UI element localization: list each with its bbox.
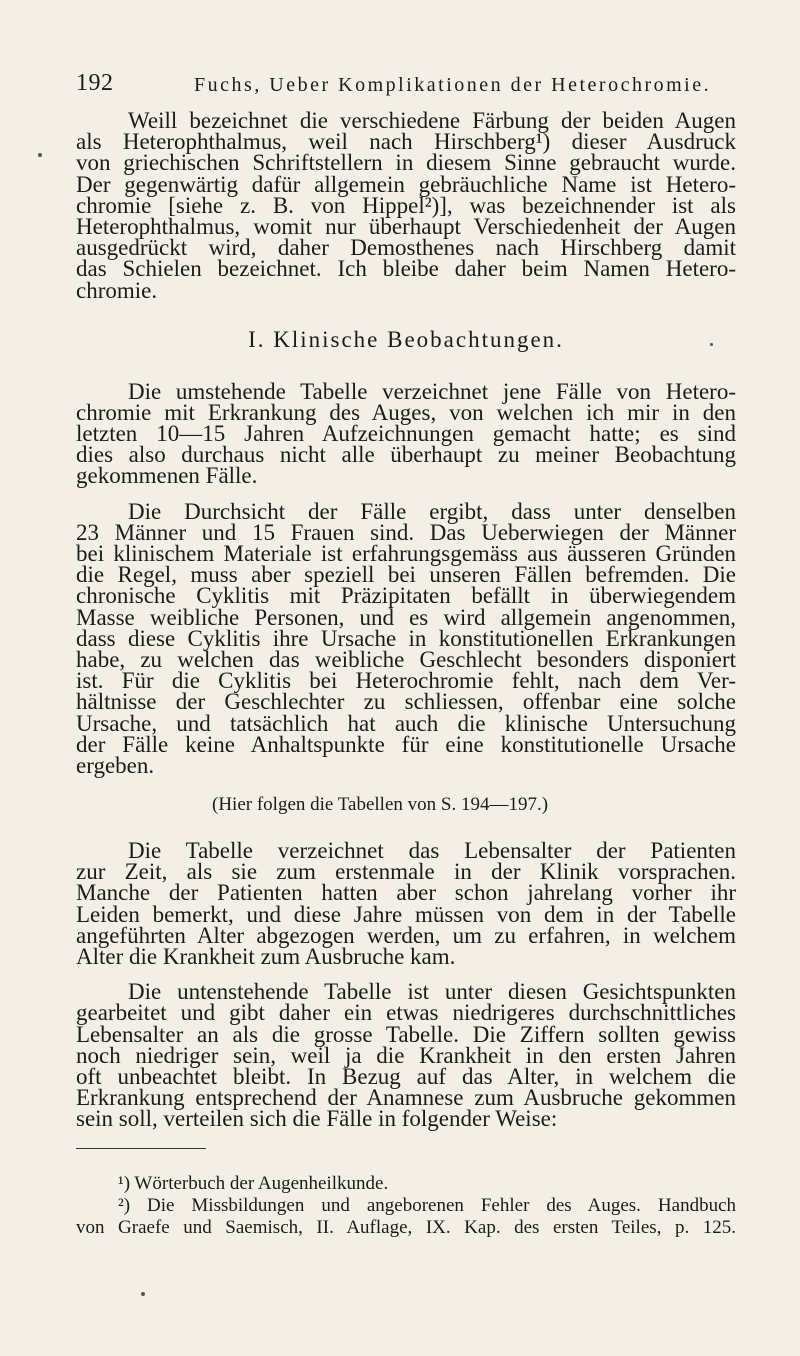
text-line: ergeben. xyxy=(76,752,155,778)
text-line: dies also durchaus nicht alle überhaupt zu meiner Beobachtung xyxy=(76,442,736,468)
text-line: dass diese Cyklitis ihre Ursache in konstitutionellen Erkrankungen xyxy=(76,625,736,651)
text-line: ist. Für die Cyklitis bei Heterochromie fehlt, nach dem Ver- xyxy=(76,668,736,694)
text-line: habe, zu welchen das weibliche Geschlecht besonders disponiert xyxy=(76,646,736,672)
paragraph-sex-distribution xyxy=(76,498,736,778)
text-line: der Fälle keine Anhaltspunkte für eine konstitutionelle Ursache xyxy=(76,731,736,757)
text-line: sein soll, verteilen sich die Fälle in folgender Weise: xyxy=(76,1106,558,1132)
text-line: Der gegenwärtig dafür allgemein gebräuchliche Name ist Hetero- xyxy=(76,171,736,197)
text-line: chromie mit Erkrankung des Auges, von welchen ich mir in den xyxy=(76,399,736,425)
text-line: Erkrankung entsprechend der Anamnese zum Ausbruche gekommen xyxy=(76,1085,736,1111)
paper-speck xyxy=(141,1292,145,1296)
running-head: Fuchs, Ueber Komplikationen der Heterochromie. xyxy=(194,74,712,96)
footnote-2-line-2: von Graefe und Saemisch, II. Auflage, IX. Kap. des ersten Teiles, p. 125. xyxy=(76,1216,736,1238)
text-line: Die untenstehende Tabelle ist unter diesen Gesichtspunkten xyxy=(128,979,736,1005)
text-line: chromie [siehe z. B. von Hippel²)], was bezeichnender ist als xyxy=(76,192,736,218)
paper-speck xyxy=(710,343,713,346)
text-line: Alter die Krankheit zum Ausbruche kam. xyxy=(76,944,456,969)
paragraph-age xyxy=(76,840,736,967)
text-line: Masse weibliche Personen, und es wird allgemein angenommen, xyxy=(76,604,736,630)
paper-speck xyxy=(38,153,42,157)
paragraph-heterophthalmus xyxy=(76,110,736,301)
footnote-2-line-1: ²) Die Missbildungen und angeborenen Fehler des Auges. Handbuch xyxy=(118,1194,736,1216)
text-line: Die Durchsicht der Fälle ergibt, dass unter denselben xyxy=(128,498,736,524)
text-line: oft unbeachtet bleibt. In Bezug auf das Alter, in welchem die xyxy=(76,1063,736,1089)
text-line: chromie. xyxy=(76,277,158,303)
text-line: Leiden bemerkt, und diese Jahre müssen von dem in der Tabelle xyxy=(76,901,736,927)
page-number: 192 xyxy=(76,70,114,96)
text-line: hältnisse der Geschlechter zu schliessen, offenbar eine solche xyxy=(76,689,736,715)
footnote-rule xyxy=(76,1148,206,1149)
footnotes xyxy=(76,1173,736,1239)
text-line: als Heterophthalmus, weil nach Hirschberg¹) dieser Ausdruck xyxy=(76,129,736,155)
text-line: von griechischen Schriftstellern in diesem Sinne gebraucht wurde. xyxy=(76,150,736,176)
footnote-1: ¹) Wörterbuch der Augenheilkunde. xyxy=(118,1172,389,1194)
text-line: angeführten Alter abgezogen werden, um zu erfahren, in welchem xyxy=(76,922,736,948)
paragraph-table-intro xyxy=(76,378,736,489)
text-line: Die Tabelle verzeichnet das Lebensalter der Patienten xyxy=(128,838,736,864)
text-line: gekommenen Fälle. xyxy=(76,463,258,489)
table-reference-note: (Hier folgen die Tabellen von S. 194—197.) xyxy=(212,794,549,816)
text-line: gearbeitet und gibt daher ein etwas niedrigeres durchschnittliches xyxy=(76,1000,736,1026)
text-line: zur Zeit, als sie zum erstenmale in der Klinik vorsprachen. xyxy=(76,859,736,885)
text-line: bei klinischem Materiale ist erfahrungsgemäss aus äusseren Gründen xyxy=(76,541,736,566)
text-line: Weill bezeichnet die verschiedene Färbung der beiden Augen xyxy=(128,108,736,133)
section-title: I. Klinische Beobachtungen. xyxy=(248,326,564,352)
text-line: Lebensalter an als die grosse Tabelle. Die Ziffern sollten gewiss xyxy=(76,1021,736,1047)
text-line: letzten 10—15 Jahren Aufzeichnungen gemacht hatte; es sind xyxy=(76,421,736,447)
text-line: noch niedriger sein, weil ja die Krankheit in den ersten Jahren xyxy=(76,1042,736,1068)
text-line: 23 Männer und 15 Frauen sind. Das Ueberwiegen der Männer xyxy=(76,519,736,545)
text-line: Ursache, und tatsächlich hat auch die klinische Untersuchung xyxy=(76,710,736,736)
text-line: Manche der Patienten hatten aber schon jahrelang vorher ihr xyxy=(76,880,736,906)
text-line: die Regel, muss aber speziell bei unseren Fällen befremden. Die xyxy=(76,562,736,588)
text-line: Die umstehende Tabelle verzeichnet jene Fälle von Hetero- xyxy=(128,378,736,404)
paragraph-onset-table xyxy=(76,979,736,1132)
text-line: Heterophthalmus, womit nur überhaupt Verschiedenheit der Augen xyxy=(76,213,736,239)
text-line: chronische Cyklitis mit Präzipitaten befällt in überwiegendem xyxy=(76,583,736,609)
text-line: ausgedrückt wird, daher Demosthenes nach Hirschberg damit xyxy=(76,235,736,261)
text-line: das Schielen bezeichnet. Ich bleibe daher beim Namen Hetero- xyxy=(76,256,736,282)
main-text xyxy=(76,110,736,1239)
page-header xyxy=(76,70,736,104)
